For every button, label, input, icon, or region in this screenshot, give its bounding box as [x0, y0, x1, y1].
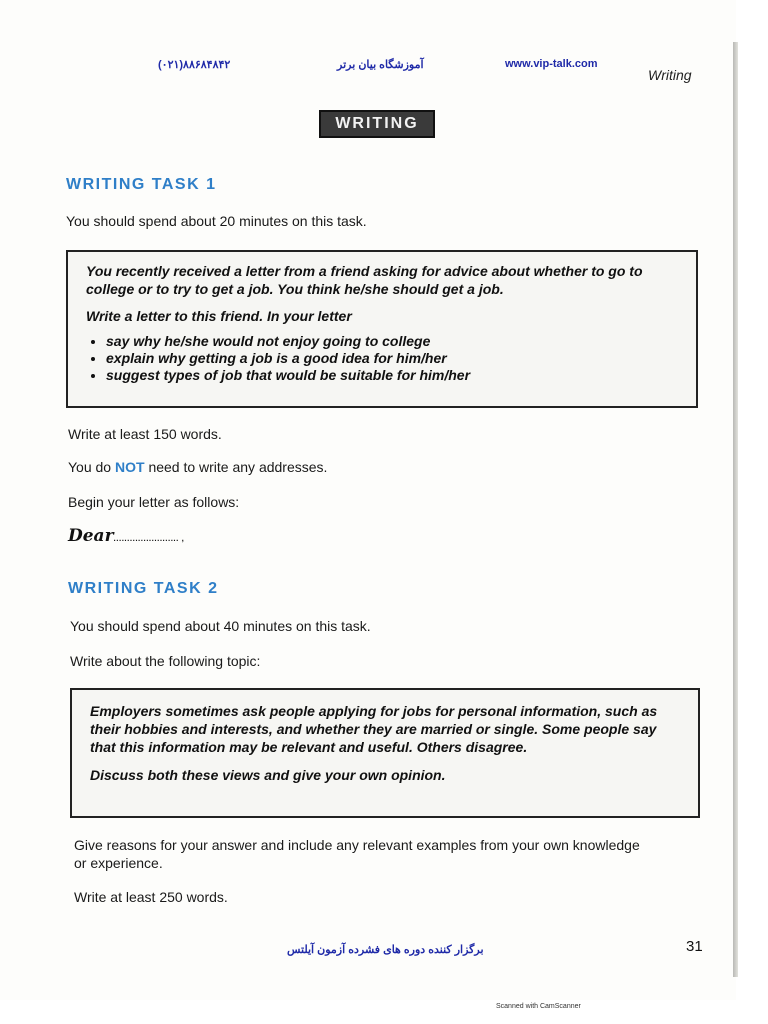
scanner-watermark: Scanned with CamScanner [496, 1003, 581, 1010]
task1-instruction: Write a letter to this friend. In your letter [86, 308, 352, 324]
task2-reasons: Give reasons for your answer and include any relevant examples from your own knowledge or experience. [74, 837, 640, 871]
task2-prompt-box [70, 688, 700, 818]
task1-begin-note: Begin your letter as follows: [68, 494, 240, 510]
task2-topic-intro: Write about the following topic: [70, 653, 261, 669]
dear-dots: ........................ , [113, 534, 185, 543]
section-title: Writing [648, 67, 692, 83]
task1-prompt: You recently received a letter from a friend asking for advice about whether to go to college or to try to get a job. You think he/she should get a job. [86, 263, 643, 297]
task1-prompt-box [66, 250, 698, 408]
task1-min-words: Write at least 150 words. [68, 426, 222, 442]
header-phone: (۰۲۱)۸۸۶۸۴۸۴۲ [158, 59, 231, 71]
task2-min-words: Write at least 250 words. [74, 889, 228, 905]
task2-time: You should spend about 40 minutes on this task. [70, 618, 371, 634]
addresses-text-before: You do [68, 459, 112, 475]
task1-addresses-note [68, 459, 327, 475]
letter-salutation [68, 526, 184, 546]
task2-title: WRITING TASK 2 [68, 580, 219, 597]
addresses-text-after: need to write any addresses. [148, 459, 328, 475]
writing-badge: WRITING [319, 110, 435, 138]
task1-time: You should spend about 20 minutes on this task. [66, 213, 367, 229]
header-website: www.vip-talk.com [505, 58, 598, 70]
footer-persian-text: برگزار کننده دوره های فشرده آزمون آیلتس [287, 944, 484, 956]
task1-bullet: • suggest types of job that would be suitable for him/her [106, 367, 680, 384]
task1-bullet: • say why he/she would not enjoy going to college [106, 333, 680, 350]
page-edge [733, 42, 738, 977]
header-school-name: آموزشگاه بیان برتر [337, 59, 424, 71]
task2-question: Discuss both these views and give your own opinion. [90, 767, 446, 783]
task1-bullet: • explain why getting a job is a good idea for him/her [106, 350, 680, 367]
dear-word: Dear [68, 526, 114, 546]
task2-prompt: Employers sometimes ask people applying for jobs for personal information, such as their hobbies and interests, and whether they are married or single. Some people say that this information may be relevant and useful. Others disagree. [90, 703, 658, 755]
task1-title: WRITING TASK 1 [66, 176, 217, 193]
addresses-not-emphasis: NOT [114, 459, 145, 475]
page-number: 31 [686, 938, 703, 955]
task1-bullet-list [86, 333, 680, 384]
